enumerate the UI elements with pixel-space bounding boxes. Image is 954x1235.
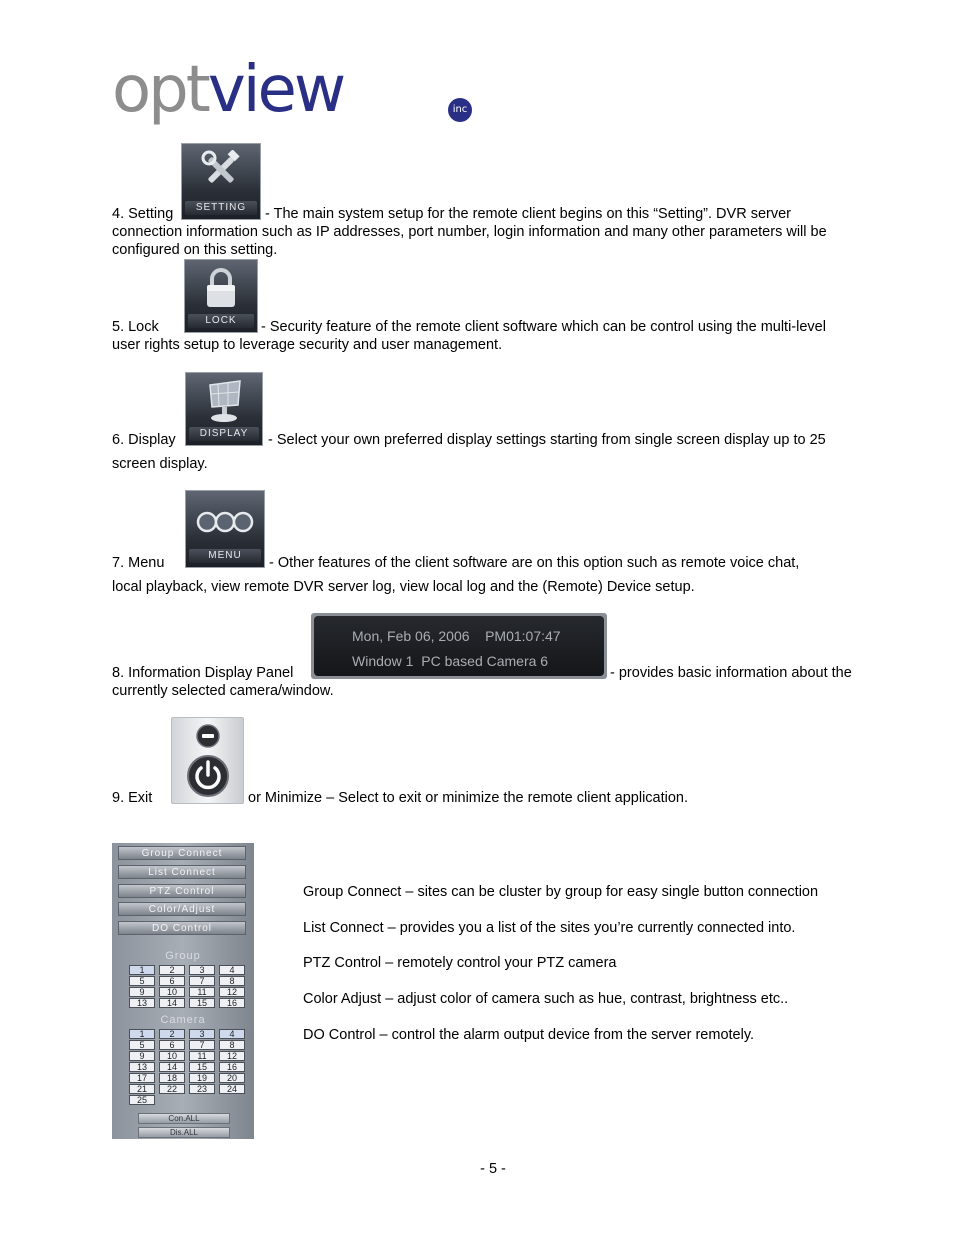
group-grid	[129, 965, 245, 1008]
logo-text-accent: view	[207, 53, 344, 127]
desc-color-adjust: Color Adjust – adjust color of camera such as hue, contrast, brightness etc..	[303, 991, 789, 1007]
camera-cell: 10	[159, 1051, 185, 1061]
info-panel-datetime: Mon, Feb 06, 2006 PM01:07:47	[352, 628, 561, 644]
group-label: Group	[165, 950, 201, 962]
desc-ptz-control: PTZ Control – remotely control your PTZ camera	[303, 955, 617, 971]
info-panel-window: Window 1 PC based Camera 6	[352, 653, 549, 669]
list-connect-button: List Connect	[118, 865, 246, 879]
camera-cell: 11	[189, 1051, 215, 1061]
group-cell: 12	[219, 987, 245, 997]
camera-cell: 19	[189, 1073, 215, 1083]
camera-cell: 1	[129, 1029, 155, 1039]
exit-desc: or Minimize – Select to exit or minimize the remote client application.	[248, 790, 689, 806]
info-display-panel-image	[311, 613, 607, 679]
camera-grid	[129, 1029, 245, 1105]
desc-do-control: DO Control – control the alarm output device from the server remotely.	[303, 1027, 755, 1043]
group-cell: 10	[159, 987, 185, 997]
control-side-panel-image	[112, 843, 254, 1139]
camera-cell: 25	[129, 1095, 155, 1105]
info-panel-label: 8. Information Display Panel	[112, 665, 294, 681]
group-cell: 4	[219, 965, 245, 975]
desc-group-connect: Group Connect – sites can be cluster by group for easy single button connection	[303, 884, 819, 900]
tools-icon	[182, 150, 260, 202]
group-cell: 2	[159, 965, 185, 975]
camera-cell: 12	[219, 1051, 245, 1061]
power-icon	[188, 756, 228, 796]
group-connect-button: Group Connect	[118, 846, 246, 860]
lock-label: 5. Lock	[112, 319, 159, 335]
camera-cell: 13	[129, 1062, 155, 1072]
logo-text-main: opt	[112, 53, 208, 127]
camera-cell: 20	[219, 1073, 245, 1083]
group-cell: 16	[219, 998, 245, 1008]
camera-cell: 17	[129, 1073, 155, 1083]
group-cell: 6	[159, 976, 185, 986]
camera-cell: 22	[159, 1084, 185, 1094]
lock-desc-rest: user rights setup to leverage security and user management.	[112, 337, 503, 353]
lock-caption: LOCK	[188, 314, 254, 328]
do-control-button: DO Control	[118, 921, 246, 935]
group-cell: 15	[189, 998, 215, 1008]
info-panel-desc-line1: - provides basic information about the	[610, 665, 852, 681]
info-panel-desc-rest: currently selected camera/window.	[112, 683, 334, 699]
page-number: - 5 -	[480, 1161, 506, 1177]
menu-caption: MENU	[189, 549, 261, 563]
group-cell: 1	[129, 965, 155, 975]
group-cell: 3	[189, 965, 215, 975]
camera-cell: 7	[189, 1040, 215, 1050]
display-caption: DISPLAY	[189, 427, 259, 441]
display-label: 6. Display	[112, 432, 176, 448]
camera-cell: 18	[159, 1073, 185, 1083]
menu-label: 7. Menu	[112, 555, 165, 571]
lock-button-image	[184, 259, 258, 333]
camera-cell: 16	[219, 1062, 245, 1072]
optiview-logo	[112, 53, 492, 128]
setting-desc-line1: - The main system setup for the remote client begins on this “Setting”. DVR server	[265, 206, 791, 222]
group-cell: 9	[129, 987, 155, 997]
lock-desc-line1: - Security feature of the remote client software which can be control using the multi-level	[261, 319, 826, 335]
disconnect-all-button: Dis.ALL	[138, 1127, 230, 1138]
group-cell: 11	[189, 987, 215, 997]
setting-caption: SETTING	[185, 201, 257, 215]
minimize-icon	[197, 725, 219, 747]
group-cell: 7	[189, 976, 215, 986]
camera-cell: 21	[129, 1084, 155, 1094]
setting-label: 4. Setting	[112, 206, 174, 222]
camera-cell: 14	[159, 1062, 185, 1072]
logo-inc-badge: inc	[448, 98, 472, 122]
menu-desc-rest: local playback, view remote DVR server log, view local log and the (Remote) Device setup.	[112, 579, 695, 595]
camera-cell: 9	[129, 1051, 155, 1061]
display-desc-line1: - Select your own preferred display settings starting from single screen display up to 25	[268, 432, 826, 448]
connect-all-button: Con.ALL	[138, 1113, 230, 1124]
camera-cell: 2	[159, 1029, 185, 1039]
monitor-icon	[186, 379, 262, 431]
camera-cell: 5	[129, 1040, 155, 1050]
ptz-control-button: PTZ Control	[118, 884, 246, 898]
group-cell: 8	[219, 976, 245, 986]
setting-button-image	[181, 143, 261, 220]
exit-button-image	[171, 717, 244, 804]
camera-cell: 6	[159, 1040, 185, 1050]
camera-cell: 15	[189, 1062, 215, 1072]
desc-list-connect: List Connect – provides you a list of the sites you’re currently connected into.	[303, 920, 796, 936]
display-button-image	[185, 372, 263, 446]
padlock-icon	[185, 266, 257, 318]
group-cell: 14	[159, 998, 185, 1008]
group-cell: 5	[129, 976, 155, 986]
camera-cell: 8	[219, 1040, 245, 1050]
setting-desc-rest: connection information such as IP addresses, port number, login information and many other parameters will be configured on this setting.	[112, 224, 827, 258]
menu-button-image	[185, 490, 265, 568]
exit-label: 9. Exit	[112, 790, 153, 806]
color-adjust-button: Color/Adjust	[118, 902, 246, 916]
camera-cell: 4	[219, 1029, 245, 1039]
menu-desc-line1: - Other features of the client software are on this option such as remote voice chat,	[269, 555, 800, 571]
camera-cell: 23	[189, 1084, 215, 1094]
camera-cell: 24	[219, 1084, 245, 1094]
camera-cell: 3	[189, 1029, 215, 1039]
display-desc-rest: screen display.	[112, 456, 208, 472]
group-cell: 13	[129, 998, 155, 1008]
camera-label: Camera	[160, 1014, 206, 1026]
